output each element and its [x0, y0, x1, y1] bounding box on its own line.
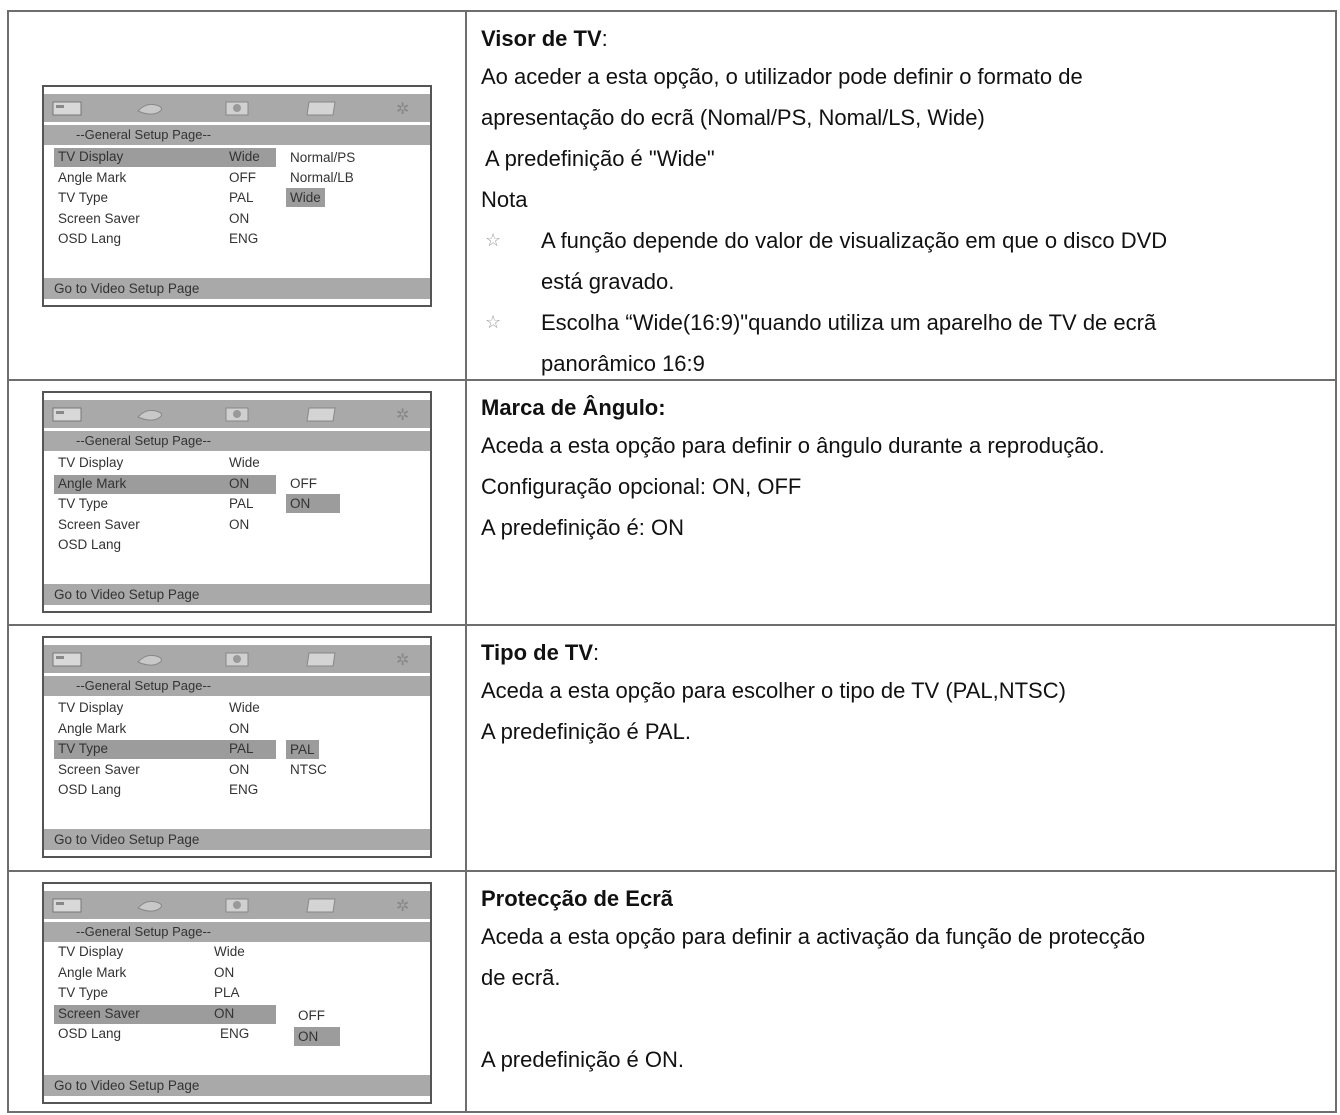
osd-option-on[interactable]: ON	[286, 494, 340, 513]
item-value: ENG	[229, 782, 259, 797]
star-icon: ☆	[485, 312, 502, 332]
video-setup-icon	[305, 650, 339, 668]
section-title	[481, 22, 1321, 56]
audio-setup-icon	[135, 405, 169, 423]
audio-setup-icon	[135, 896, 169, 914]
preference-setup-icon	[390, 405, 424, 423]
svg-text:✲: ✲	[396, 99, 410, 117]
osd-option-wide[interactable]: Wide	[286, 188, 325, 207]
osd-item-angle-mark[interactable]	[44, 168, 430, 189]
item-value: ENG	[229, 231, 259, 246]
osd-screen	[42, 882, 432, 1104]
bullet-line: está gravado.	[541, 269, 675, 294]
svg-text:✲: ✲	[396, 896, 410, 914]
section-title: Marca de Ângulo:	[481, 395, 666, 420]
paragraph: Aceda a esta opção para definir o ângulo durante a reprodução.	[481, 433, 1105, 458]
video-setup-icon	[305, 405, 339, 423]
description-cell	[467, 626, 1335, 870]
preference-setup-icon	[390, 650, 424, 668]
item-label: OSD Lang	[58, 231, 122, 246]
preference-setup-icon	[390, 896, 424, 914]
blank-line	[481, 998, 1321, 1039]
osd-screen	[42, 391, 432, 613]
osd-item-tv-display[interactable]	[44, 453, 430, 474]
table-row-tv-type	[9, 626, 1335, 872]
dolby-setup-icon	[220, 650, 254, 668]
settings-table	[7, 10, 1337, 1113]
item-value: Wide	[229, 455, 260, 470]
description-cell	[467, 12, 1335, 379]
osd-cell	[9, 12, 467, 379]
osd-page-header: --General Setup Page--	[44, 922, 430, 942]
paragraph: de ecrã.	[481, 965, 561, 990]
item-value: Wide	[214, 944, 245, 959]
item-label: TV Display	[58, 700, 124, 715]
osd-item-tv-type[interactable]	[44, 494, 430, 515]
osd-item-osd-lang[interactable]	[44, 1024, 430, 1045]
osd-icon-bar	[44, 94, 430, 122]
bullet-line: A função depende do valor de visualização em que o disco DVD	[541, 228, 1168, 253]
osd-page-header: --General Setup Page--	[44, 676, 430, 696]
osd-screen	[42, 85, 432, 307]
osd-menu	[44, 942, 430, 1045]
osd-option-normal-lb[interactable]: Normal/LB	[290, 170, 354, 185]
bullet-line: Escolha “Wide(16:9)"quando utiliza um aparelho de TV de ecrã	[541, 310, 1157, 335]
item-value: Wide	[229, 149, 260, 164]
osd-menu	[44, 453, 430, 556]
osd-item-osd-lang[interactable]	[44, 780, 430, 801]
paragraph: A predefinição é PAL.	[481, 719, 691, 744]
paragraph: Ao aceder a esta opção, o utilizador pode definir o formato de	[481, 64, 1083, 89]
paragraph: A predefinição é ON.	[481, 1047, 685, 1072]
item-label: TV Type	[58, 496, 109, 511]
svg-text:✲: ✲	[396, 405, 410, 423]
osd-icon-bar	[44, 891, 430, 919]
osd-footer: Go to Video Setup Page	[44, 584, 430, 605]
general-setup-icon	[50, 405, 84, 423]
item-label: Angle Mark	[58, 475, 127, 491]
item-label: TV Display	[58, 944, 124, 959]
item-value: ON	[229, 761, 250, 777]
osd-cell	[9, 872, 467, 1111]
paragraph: Aceda a esta opção para escolher o tipo de TV (PAL,NTSC)	[481, 678, 1066, 703]
osd-page-header: --General Setup Page--	[44, 125, 430, 145]
osd-screen	[42, 636, 432, 858]
item-label: TV Display	[58, 455, 124, 470]
note-bullet	[481, 220, 1321, 302]
section-title: Protecção de Ecrã	[481, 886, 673, 911]
item-label: Screen Saver	[58, 761, 140, 777]
description-cell	[467, 872, 1335, 1111]
item-label: TV Display	[58, 149, 124, 164]
osd-option-off[interactable]: OFF	[290, 476, 317, 491]
osd-item-tv-display[interactable]	[44, 942, 430, 963]
item-value: ON	[229, 475, 250, 491]
osd-menu	[44, 698, 430, 801]
osd-item-screen-saver[interactable]	[44, 209, 430, 230]
dolby-setup-icon	[220, 99, 254, 117]
paragraph: Aceda a esta opção para definir a activação da função de protecção	[481, 924, 1146, 949]
osd-item-osd-lang[interactable]	[44, 229, 430, 250]
item-label: TV Type	[58, 741, 109, 756]
general-setup-icon	[50, 896, 84, 914]
note-bullet	[481, 302, 1321, 384]
item-label: Screen Saver	[58, 1005, 140, 1021]
item-value: ON	[229, 516, 250, 532]
item-label: Angle Mark	[58, 964, 127, 980]
osd-page-header: --General Setup Page--	[44, 431, 430, 451]
general-setup-icon	[50, 99, 84, 117]
item-value: OFF	[229, 169, 256, 185]
item-label: TV Type	[58, 985, 109, 1000]
osd-item-screen-saver[interactable]	[44, 760, 430, 781]
osd-option-on[interactable]: ON	[294, 1027, 340, 1046]
osd-menu	[44, 147, 430, 250]
osd-option-normal-ps[interactable]: Normal/PS	[290, 150, 356, 165]
paragraph: Configuração opcional: ON, OFF	[481, 474, 802, 499]
title-text: Tipo de TV	[481, 640, 594, 665]
osd-item-tv-display[interactable]	[44, 698, 430, 719]
dolby-setup-icon	[220, 405, 254, 423]
item-value: ENG	[220, 1026, 250, 1041]
osd-item-screen-saver[interactable]	[44, 515, 430, 536]
title-colon: :	[601, 26, 608, 51]
item-value: ON	[229, 720, 250, 736]
audio-setup-icon	[135, 650, 169, 668]
title-colon: :	[593, 640, 600, 665]
osd-icon-bar	[44, 645, 430, 673]
title-text: Visor de TV	[481, 26, 602, 51]
item-value: ON	[229, 210, 250, 226]
paragraph: A predefinição é: ON	[481, 515, 685, 540]
osd-item-angle-mark[interactable]	[44, 719, 430, 740]
item-label: Angle Mark	[58, 169, 127, 185]
audio-setup-icon	[135, 99, 169, 117]
item-value: PLA	[214, 985, 240, 1000]
osd-item-tv-type[interactable]	[44, 188, 430, 209]
item-value: ON	[214, 964, 235, 980]
osd-cell	[9, 381, 467, 624]
osd-footer: Go to Video Setup Page	[44, 1075, 430, 1096]
table-row-angle-mark	[9, 381, 1335, 626]
dolby-setup-icon	[220, 896, 254, 914]
osd-item-tv-type[interactable]	[44, 739, 430, 760]
osd-item-tv-display[interactable]	[44, 147, 430, 168]
osd-cell	[9, 626, 467, 870]
general-setup-icon	[50, 650, 84, 668]
item-value: PAL	[229, 190, 254, 205]
osd-item-screen-saver[interactable]	[44, 1004, 430, 1025]
item-value: PAL	[229, 496, 254, 511]
preference-setup-icon	[390, 99, 424, 117]
item-value: PAL	[229, 741, 254, 756]
section-title	[481, 636, 1321, 670]
svg-text:✲: ✲	[396, 650, 410, 668]
osd-footer: Go to Video Setup Page	[44, 829, 430, 850]
paragraph: A predefinição é "Wide"	[485, 146, 715, 171]
item-value: ON	[214, 1005, 235, 1021]
video-setup-icon	[305, 99, 339, 117]
description-cell	[467, 381, 1335, 624]
table-row-screen-saver	[9, 872, 1335, 1111]
osd-option-ntsc[interactable]: NTSC	[290, 762, 327, 777]
item-value: Wide	[229, 700, 260, 715]
osd-item-angle-mark[interactable]	[44, 963, 430, 984]
osd-footer: Go to Video Setup Page	[44, 278, 430, 299]
bullet-line: panorâmico 16:9	[541, 351, 705, 376]
item-label: Angle Mark	[58, 720, 127, 736]
osd-item-angle-mark[interactable]	[44, 474, 430, 495]
item-label: OSD Lang	[58, 782, 122, 797]
paragraph: apresentação do ecrã (Nomal/PS, Nomal/LS, Wide)	[481, 105, 985, 130]
osd-icon-bar	[44, 400, 430, 428]
item-label: OSD Lang	[58, 1026, 122, 1041]
osd-item-tv-type[interactable]	[44, 983, 430, 1004]
osd-item-osd-lang[interactable]	[44, 535, 430, 556]
item-label: Screen Saver	[58, 516, 140, 532]
note-label: Nota	[481, 187, 528, 212]
star-icon: ☆	[485, 230, 502, 250]
osd-option-pal[interactable]: PAL	[286, 740, 319, 759]
item-label: Screen Saver	[58, 210, 140, 226]
item-label: TV Type	[58, 190, 109, 205]
item-label: OSD Lang	[58, 537, 122, 552]
table-row-tv-display	[9, 12, 1335, 381]
osd-option-off[interactable]: OFF	[298, 1008, 325, 1023]
video-setup-icon	[305, 896, 339, 914]
